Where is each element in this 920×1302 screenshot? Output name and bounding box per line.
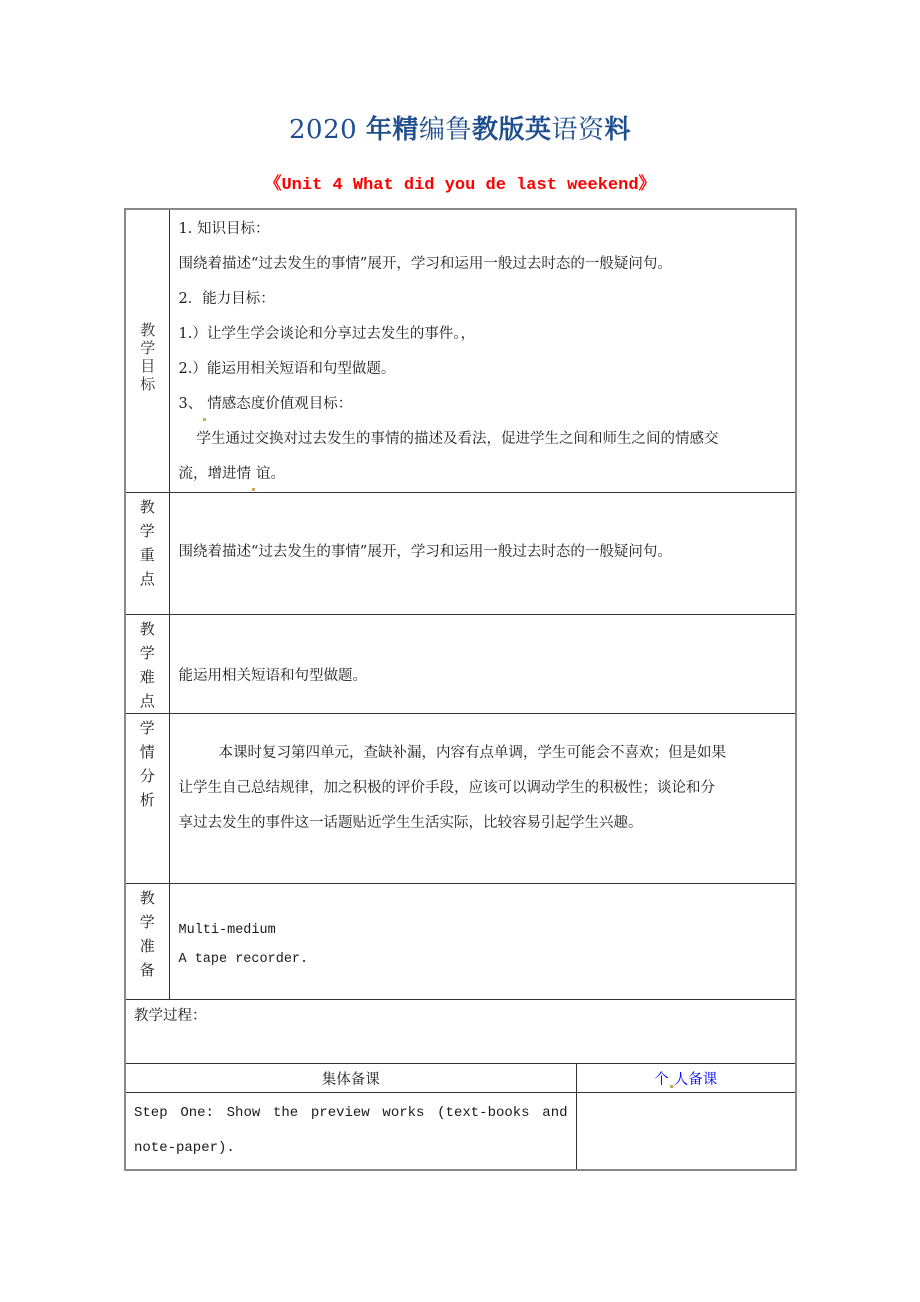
emotion-goal-text: 学生通过交换对过去发生的事情的描述及看法，促进学生之间和师生之间的情感交 xyxy=(196,431,719,447)
key-points-label-cell xyxy=(125,493,169,615)
analysis-label-cell xyxy=(125,714,169,884)
revision-marker-icon xyxy=(670,1085,673,1088)
revision-marker-icon xyxy=(203,418,206,421)
emotion-goal-heading xyxy=(179,387,788,422)
key-points-label-char: 教 xyxy=(139,498,155,516)
personal-prep-header xyxy=(576,1064,796,1093)
process-cell xyxy=(125,1000,796,1064)
key-points-text: 围绕着描述“过去发生的事情”展开，学习和运用一般过去时态的一般疑问句。 xyxy=(178,544,672,560)
analysis-text-line: 本课时复习第四单元，查缺补漏，内容有点单调，学生可能会不喜欢；但是如果 xyxy=(218,745,726,761)
emotion-goal-text-cont xyxy=(179,457,788,492)
ability-goal-item: 1.）让学生学会谈论和分享过去发生的事件。， xyxy=(178,326,476,342)
key-points-label-char: 重 xyxy=(139,546,155,564)
objectives-label-cell xyxy=(125,209,169,493)
analysis-text-line: 让学生自己总结规律，加之积极的评价手段，应该可以调动学生的积极性；谈论和分 xyxy=(178,780,715,796)
collective-prep-header xyxy=(125,1064,576,1093)
title-year: 2020 xyxy=(288,115,358,145)
title-segment: 教版英 xyxy=(471,115,552,145)
collective-prep-label: 集体备课 xyxy=(321,1071,380,1088)
difficulties-label-char: 难 xyxy=(139,668,155,686)
objectives-content xyxy=(169,209,796,493)
key-points-label-char: 点 xyxy=(139,570,155,588)
table-row-key-points xyxy=(125,493,796,615)
document-subtitle: 《Unit 4 What did you de last weekend》 xyxy=(264,176,656,195)
step-one-personal-note[interactable] xyxy=(576,1093,796,1171)
step-one-text: Step One: Show the preview works (text-books and note-paper). xyxy=(134,1105,568,1156)
table-row-difficulties xyxy=(125,615,796,714)
emotion-goal-text-part: 谊。 xyxy=(256,466,285,482)
preparation-label-char: 学 xyxy=(139,913,155,931)
analysis-label-char: 析 xyxy=(139,791,155,809)
process-heading: 教学过程： xyxy=(134,1008,207,1024)
preparation-label-cell xyxy=(125,884,169,1000)
preparation-label-char: 准 xyxy=(139,937,155,955)
objectives-label: 教学目标 xyxy=(138,322,157,394)
difficulties-content xyxy=(169,615,796,714)
table-row-analysis xyxy=(125,714,796,884)
step-one-cell xyxy=(125,1093,576,1171)
difficulties-label-cell xyxy=(125,615,169,714)
title-segment: 年精 xyxy=(365,115,419,145)
key-points-label-char: 学 xyxy=(139,522,155,540)
ability-goal-heading: 2．能力目标： xyxy=(178,291,275,307)
document-title xyxy=(0,113,920,147)
difficulties-label-char: 点 xyxy=(139,692,155,710)
emotion-goal-text-part: 流，增进情 xyxy=(178,466,251,482)
analysis-text-line: 享过去发生的事件这一话题贴近学生生活实际，比较容易引起学生兴趣。 xyxy=(178,815,643,831)
preparation-label-char: 备 xyxy=(139,961,155,979)
lesson-plan-table xyxy=(124,208,797,1171)
title-segment: 编鲁 xyxy=(418,115,472,145)
analysis-content xyxy=(169,714,796,884)
table-row-step xyxy=(125,1093,796,1171)
emotion-goal-number: 3、 xyxy=(178,396,203,412)
difficulties-text: 能运用相关短语和句型做题。 xyxy=(178,668,367,684)
revision-marker-icon xyxy=(252,488,255,491)
preparation-content xyxy=(169,884,796,1000)
preparation-label-char: 教 xyxy=(139,889,155,907)
title-segment: 语资 xyxy=(551,115,605,145)
preparation-item: Multi-medium xyxy=(178,923,276,938)
key-points-content xyxy=(169,493,796,615)
table-row-objectives xyxy=(125,209,796,493)
preparation-item: A tape recorder. xyxy=(178,952,309,967)
ability-goal-item: 2.）能运用相关短语和句型做题。 xyxy=(178,361,396,377)
difficulties-label-char: 学 xyxy=(139,644,155,662)
analysis-label-char: 分 xyxy=(139,767,155,785)
difficulties-label-char: 教 xyxy=(139,620,155,638)
personal-prep-label-part: 个 xyxy=(654,1071,669,1088)
knowledge-goal-text: 围绕着描述“过去发生的事情”展开，学习和运用一般过去时态的一般疑问句。 xyxy=(178,256,672,272)
table-row-process xyxy=(125,1000,796,1064)
table-row-column-headers xyxy=(125,1064,796,1093)
table-row-preparation xyxy=(125,884,796,1000)
analysis-label-char: 学 xyxy=(139,719,155,737)
personal-prep-label-part: 人备课 xyxy=(673,1071,718,1088)
analysis-label-char: 情 xyxy=(139,743,155,761)
title-segment: 料 xyxy=(604,115,631,145)
knowledge-goal-heading: 1. 知识目标： xyxy=(178,221,270,237)
emotion-goal-title: 情感态度价值观目标： xyxy=(207,396,353,412)
